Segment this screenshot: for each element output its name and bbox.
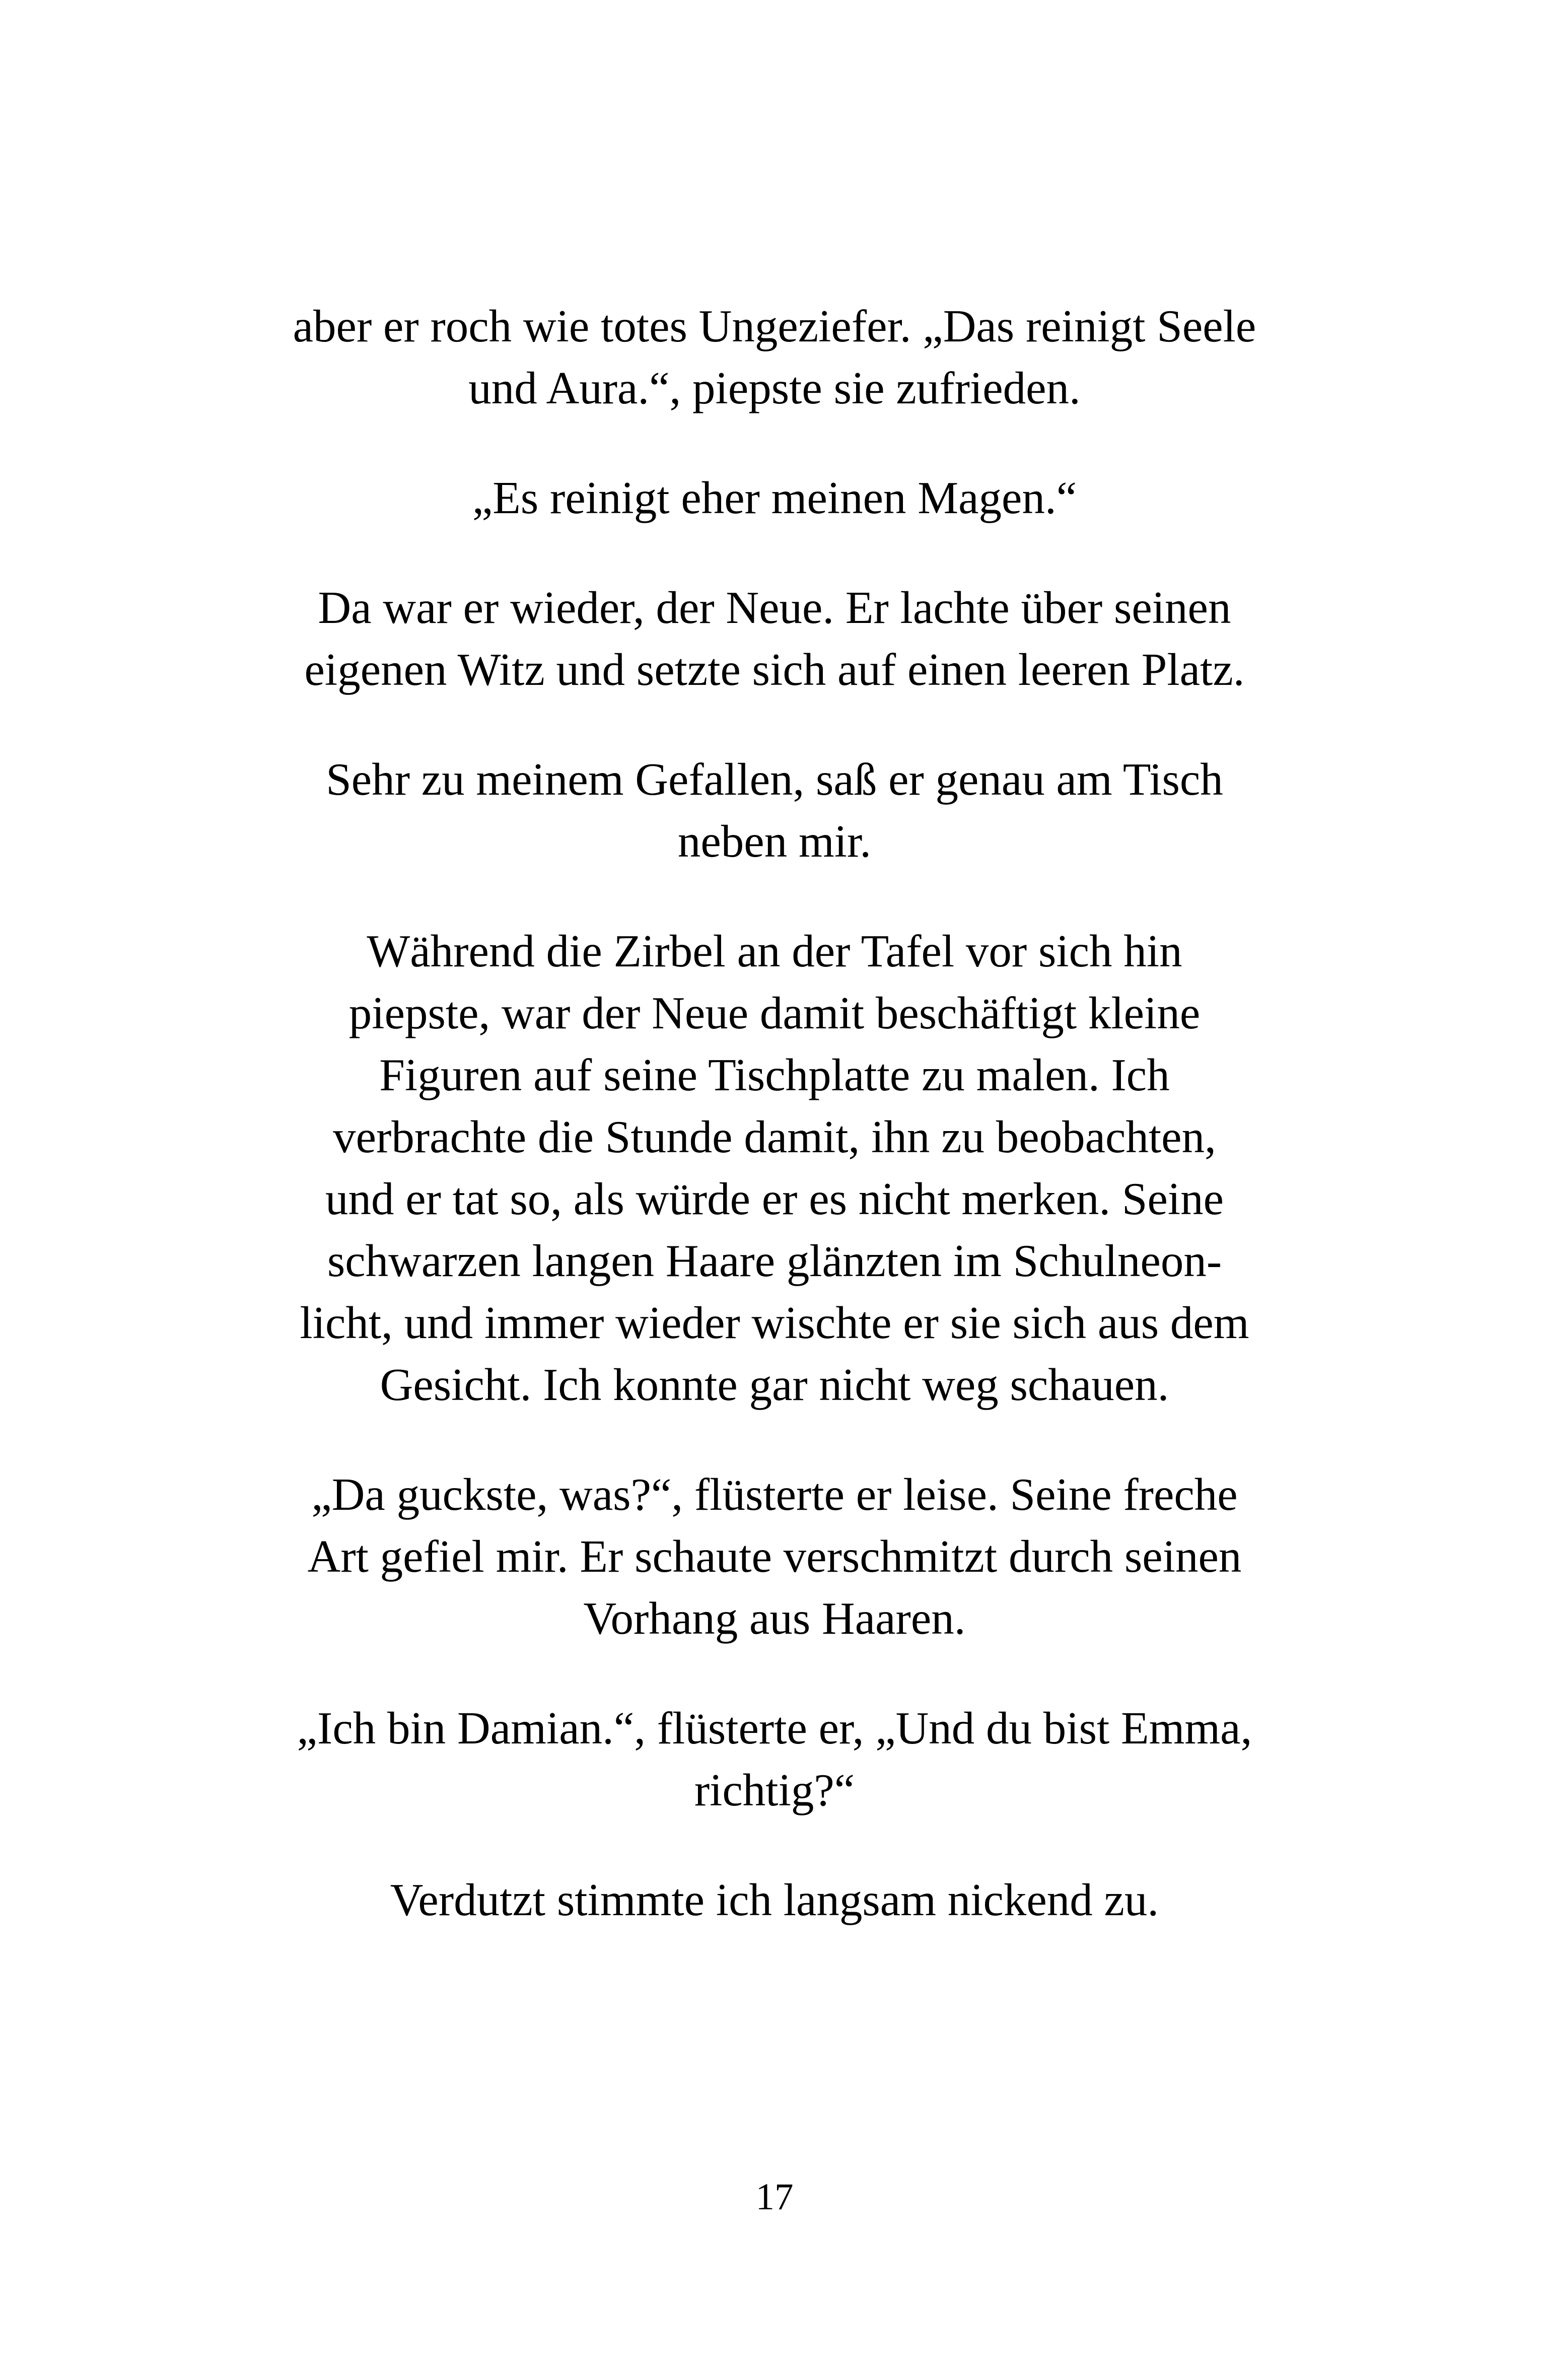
- text-line: und Aura.“, piepste sie zufrieden.: [468, 363, 1081, 413]
- paragraph-5: [237, 920, 1312, 1416]
- text-line: verbrachte die Stunde damit, ihn zu beobachten,: [333, 1111, 1216, 1162]
- paragraph-7: [237, 1697, 1312, 1821]
- paragraph-1: [237, 295, 1312, 419]
- text-line: Vorhang aus Haaren.: [583, 1593, 966, 1644]
- paragraph-3: [237, 577, 1312, 701]
- paragraph-6: [237, 1463, 1312, 1649]
- text-line: „Es reinigt eher meinen Magen.“: [472, 472, 1077, 523]
- text-line: eigenen Witz und setzte sich auf einen leeren Platz.: [304, 644, 1245, 695]
- page-number: 17: [755, 2176, 794, 2218]
- paragraph-2: [237, 467, 1312, 529]
- text-line: und er tat so, als würde er es nicht merken. Seine: [325, 1173, 1224, 1224]
- page-body: [237, 295, 1312, 1979]
- text-line: „Ich bin Damian.“, flüsterte er, „Und du bist Emma,: [297, 1703, 1252, 1754]
- text-line: „Da guckste, was?“, flüsterte er leise. Seine freche: [311, 1469, 1238, 1520]
- text-line: Gesicht. Ich konnte gar nicht weg schauen.: [380, 1359, 1169, 1410]
- text-line: schwarzen langen Haare glänzten im Schulneon-: [327, 1235, 1222, 1286]
- text-line: Art gefiel mir. Er schaute verschmitzt durch seinen: [307, 1531, 1242, 1582]
- text-line: Verdutzt stimmte ich langsam nickend zu.: [390, 1874, 1159, 1925]
- text-line: Sehr zu meinem Gefallen, saß er genau am Tisch: [326, 754, 1223, 805]
- text-line: neben mir.: [677, 816, 872, 867]
- text-line: richtig?“: [694, 1765, 855, 1815]
- text-line: licht, und immer wieder wischte er sie sich aus dem: [300, 1297, 1249, 1348]
- text-line: Figuren auf seine Tischplatte zu malen. Ich: [379, 1049, 1170, 1100]
- text-line: Während die Zirbel an der Tafel vor sich hin: [367, 926, 1182, 976]
- paragraph-8: [237, 1869, 1312, 1931]
- text-line: piepste, war der Neue damit beschäftigt kleine: [348, 988, 1201, 1038]
- text-line: aber er roch wie totes Ungeziefer. „Das reinigt Seele: [293, 301, 1256, 352]
- text-line: Da war er wieder, der Neue. Er lachte über seinen: [318, 582, 1231, 633]
- paragraph-4: [237, 748, 1312, 872]
